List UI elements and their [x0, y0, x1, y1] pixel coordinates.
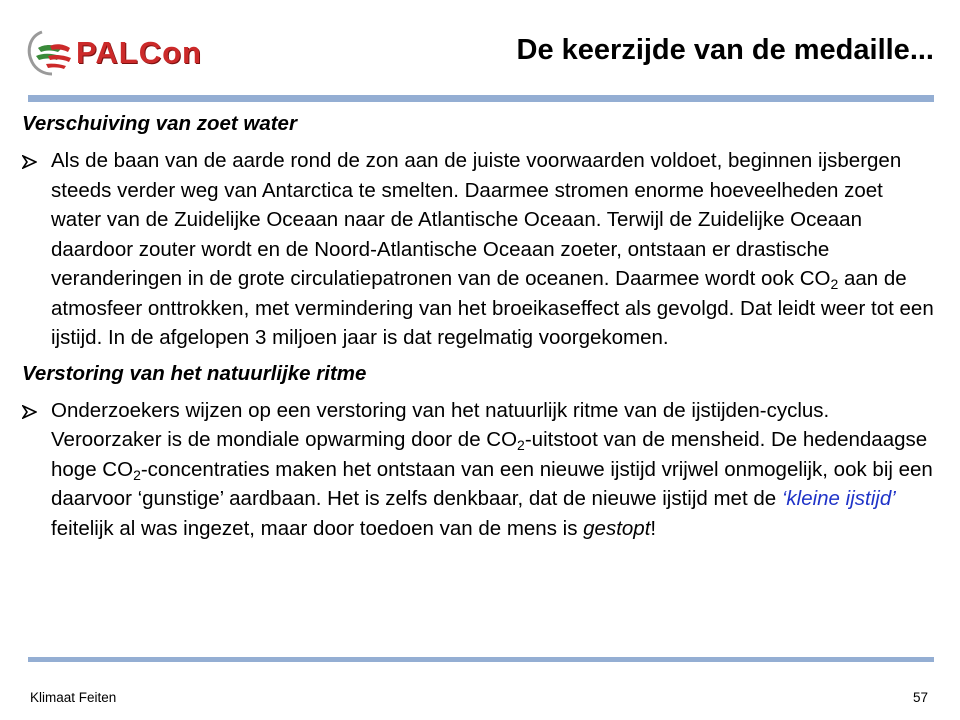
bullet-text: Onderzoekers wijzen op een verstoring van het natuurlijk ritme van de ijstijden-cyclus. Veroorzaker is de mondiale opwarming door de CO — [51, 398, 830, 451]
bullet-text: Als de baan van de aarde rond de zon aan de juiste voorwaarden voldoet, beginnen ijsbergen steeds verder weg van Antarctica te smelten. Daarmee stromen enorme hoeveelheden zoet water van de Zuidelijke Oceaan naar de Atlantische Oceaan. Terwijl de Zuidelijke Oceaan daardoor zouter wordt en de Noord-Atlantische Oceaan zoeter, ontstaan er drastische veranderingen in de grote circulatiepatronen van de oceanen. Daarmee wordt ook CO — [51, 149, 902, 290]
bullet-text: aan de atmosfeer onttrokken, met vermindering van het broeikaseffect als gevolgd. Dat leidt weer tot een ijstijd. In de afgelopen 3 miljoen jaar is dat regelmatig voorgekomen. — [51, 267, 934, 349]
bullet-fresh-water — [22, 146, 937, 353]
top-divider — [28, 95, 934, 102]
arrowhead-bullet-icon — [22, 155, 37, 169]
section-heading-natural-rhythm: Verstoring van het natuurlijke ritme — [22, 361, 367, 385]
page-number: 57 — [912, 690, 928, 705]
emphasis-gestopt: gestopt — [583, 516, 651, 540]
palcon-hands-logo-icon — [24, 26, 84, 78]
bullet-text: ! — [650, 516, 657, 540]
footer-label: Klimaat Feiten — [30, 690, 117, 705]
bullet-text: feitelijk al was ingezet, maar door toedoen van de mens is — [51, 516, 584, 540]
slide-content — [22, 110, 937, 543]
subscript: 2 — [133, 466, 141, 483]
slide-title: De keerzijde van de medaille... — [516, 34, 934, 66]
section-heading-fresh-water: Verschuiving van zoet water — [22, 112, 297, 135]
palcon-logo — [24, 26, 214, 78]
bullet-text: -uitstoot van de mensheid. De hedendaagse hoge CO — [51, 428, 928, 481]
bullet-text: -concentraties maken het ontstaan van een nieuwe ijstijd vrijwel onmogelijk, ook bij een daarvoor ‘gunstige’ aardbaan. Het is zelfs denkbaar, dat de nieuwe ijstijd met de — [51, 457, 933, 510]
arrowhead-bullet-icon — [22, 405, 37, 419]
bullet-natural-rhythm — [22, 396, 937, 544]
subscript: 2 — [517, 437, 525, 453]
subscript: 2 — [830, 276, 839, 292]
highlight-kleine-ijstijd: ‘kleine ijstijd’ — [781, 487, 896, 510]
logo-wordmark: PALCon — [76, 35, 202, 70]
bottom-divider — [28, 657, 934, 662]
